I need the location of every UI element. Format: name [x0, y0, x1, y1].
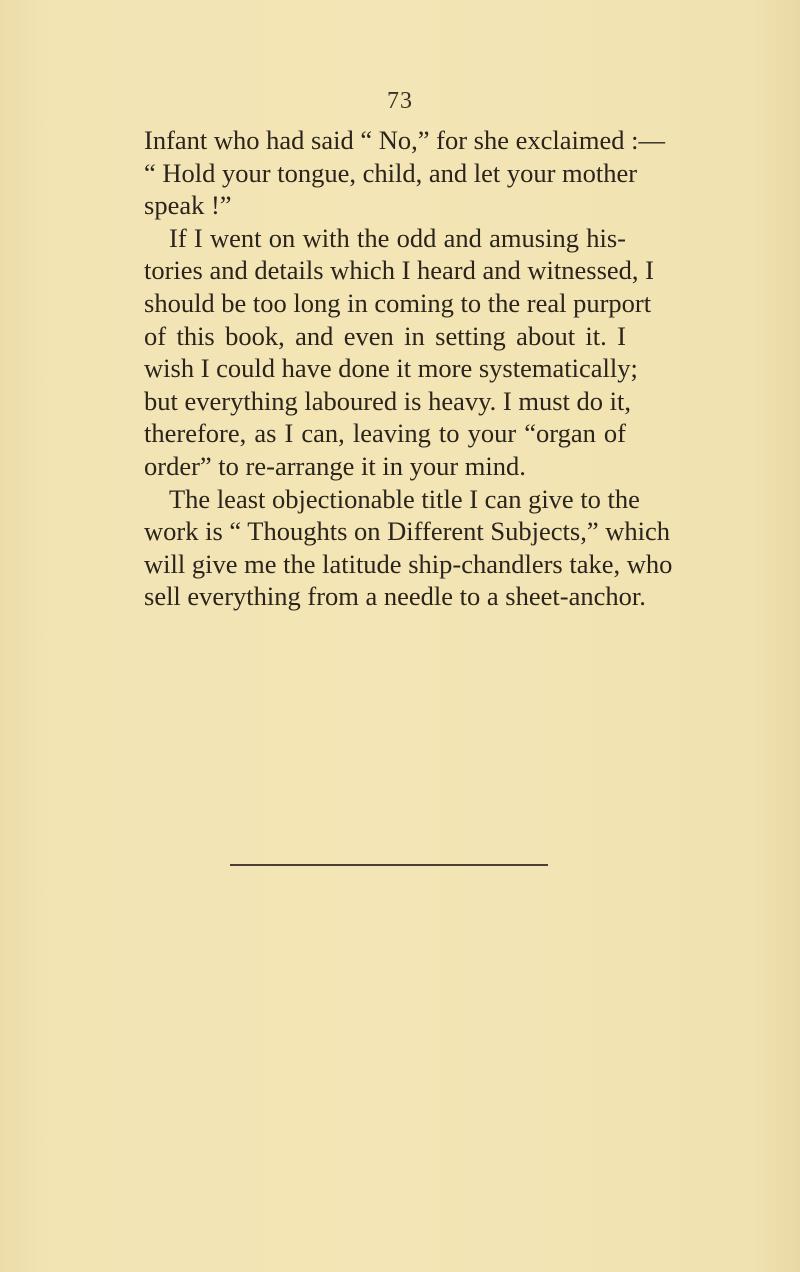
text-line: Infant who had said “ No,” for she exclaimed :— [144, 125, 665, 155]
text-line: but everything laboured is heavy. I must do it, [144, 385, 631, 416]
end-rule [230, 864, 548, 866]
text-line: “ Hold your tongue, child, and let your mother [144, 157, 638, 188]
text-line: work is “ Thoughts on Different Subjects,” which [144, 516, 670, 547]
text-line: wish I could have done it more systematically; [144, 353, 638, 384]
text-line: therefore, as I can, leaving to your “organ of [144, 418, 626, 449]
text-line: should be too long in coming to the real purport [144, 287, 652, 318]
body-text [144, 124, 673, 613]
page-number: 73 [387, 88, 413, 114]
text-line: speak !” [144, 190, 232, 221]
text-line: sell everything from a needle to a sheet-anchor. [144, 581, 646, 612]
text-line: If I went on with the odd and amusing his- [169, 222, 626, 253]
text-line: of this book, and even in setting about it. I [144, 320, 626, 351]
text-line: The least objectionable title I can give to the [169, 483, 640, 514]
text-line: tories and details which I heard and witnessed, I [144, 255, 654, 286]
text-line: will give me the latitude ship-chandlers take, who [144, 548, 673, 579]
text-line: order” to re-arrange it in your mind. [144, 450, 526, 481]
